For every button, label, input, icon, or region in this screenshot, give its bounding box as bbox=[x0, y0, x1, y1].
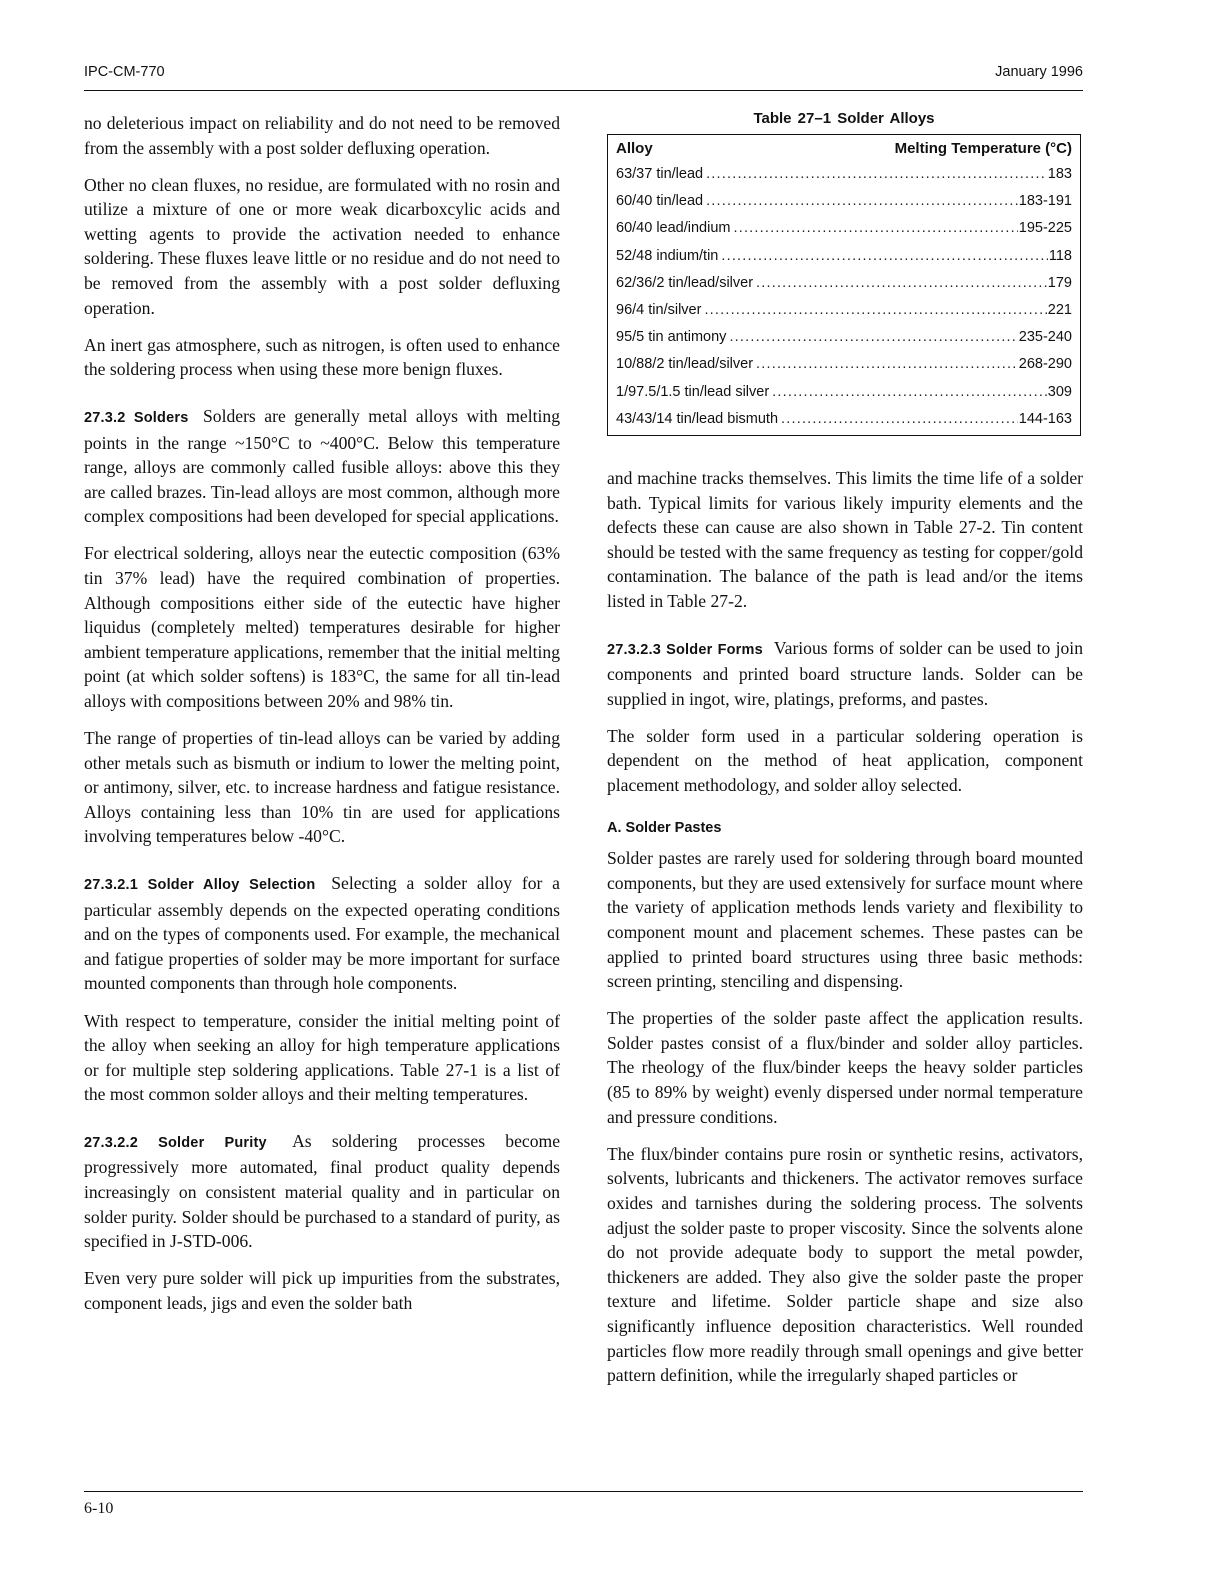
paragraph: For electrical soldering, alloys near the eutectic composition (63% tin 37% lead) have the required combination of properties. Although compositions either side of the eutectic have higher liquidus (completely melted) temperatures desirable for higher ambient temperature applications, remember that the initial melting point (at which solder softens) is 183°C, the same for all tin-lead alloys with compositions between 20% and 98% tin. bbox=[84, 543, 560, 711]
column-header-alloy: Alloy bbox=[616, 140, 653, 157]
dot-leader bbox=[756, 351, 1018, 378]
table-header-row bbox=[616, 137, 1072, 161]
temperature-cell: 309 bbox=[1047, 383, 1072, 400]
table-row bbox=[616, 297, 1072, 324]
dot-leader bbox=[704, 297, 1046, 324]
paragraph: Other no clean fluxes, no residue, are formulated with no rosin and utilize a mixture of one or more weak dicarboxcylic acids and wetting agents to provide the activation needed to enhance soldering. These fluxes leave little or no residue and do not need to be removed from the assembly with a post solder defluxing operation. bbox=[84, 174, 560, 318]
section-solder-forms bbox=[607, 636, 1083, 712]
section-heading: 27.3.2.2 Solder Purity bbox=[84, 1134, 267, 1151]
section-heading: 27.3.2 Solders bbox=[84, 409, 189, 426]
paragraph: Even very pure solder will pick up impurities from the substrates, component leads, jigs and even the solder bath bbox=[84, 1268, 560, 1313]
alloy-cell: 63/37 tin/lead bbox=[616, 166, 704, 182]
section-solders bbox=[84, 404, 560, 529]
table-caption: Table 27–1 Solder Alloys bbox=[753, 110, 935, 127]
table-body bbox=[607, 134, 1081, 436]
header-rule bbox=[84, 90, 1083, 91]
temperature-cell: 195-225 bbox=[1018, 220, 1072, 237]
dot-leader bbox=[706, 161, 1047, 188]
table-row bbox=[616, 215, 1072, 242]
table-row bbox=[616, 243, 1072, 270]
alloy-cell: 1/97.5/1.5 tin/lead silver bbox=[616, 383, 770, 400]
section-heading: 27.3.2.3 Solder Forms bbox=[607, 641, 763, 658]
section-alloy-selection bbox=[84, 871, 560, 996]
paragraph: With respect to temperature, consider the initial melting point of the alloy when seeking an alloy for high temperature applications or for multiple step soldering applications. Table 27-1 is a list of the most common solder alloys and their melting temperatures. bbox=[84, 1010, 560, 1105]
dot-leader bbox=[729, 324, 1017, 351]
paragraph-text: Solders are generally metal alloys with melting points in the range ~150°C to ~400°C. Below this temperature range, alloys are commonly called fusible alloys: above this they are called brazes. Tin-lead alloys are most common, although more complex compositions had been developed for special applications. bbox=[84, 405, 560, 527]
temperature-cell: 179 bbox=[1047, 274, 1072, 291]
temperature-cell: 221 bbox=[1047, 301, 1072, 318]
temperature-cell: 144-163 bbox=[1018, 410, 1072, 427]
paragraph: Solder pastes are rarely used for soldering through board mounted components, but they are used extensively for surface mount where the variety of application methods lends variety and flexibility to component mount and placement schemes. These pastes can be applied to printed board structures using three basic methods: screen printing, stenciling and dispensing. bbox=[607, 848, 1083, 992]
paragraph: The solder form used in a particular soldering operation is dependent on the method of heat application, component placement methodology, and solder alloy selected. bbox=[607, 725, 1083, 796]
paragraph-text: Selecting a solder alloy for a particular assembly depends on the expected operating conditions and on the types of components used. For example, the mechanical and fatigue properties of solder may be more important for surface mounted components than through hole components. bbox=[84, 873, 560, 994]
table-row bbox=[616, 406, 1072, 433]
paragraph: An inert gas atmosphere, such as nitrogen, is often used to enhance the soldering process when using these more benign fluxes. bbox=[84, 334, 560, 380]
table-row bbox=[616, 270, 1072, 297]
alloy-cell: 60/40 tin/lead bbox=[616, 193, 704, 210]
alloy-cell: 95/5 tin antimony bbox=[616, 329, 727, 346]
paragraph: The flux/binder contains pure rosin or synthetic resins, activators, solvents, lubricants and thickeners. The activator removes surface oxides and tarnishes during the soldering process. The solvents adjust the solder paste to proper viscosity. Since the solvents alone do not provide adequate body to support the metal powder, thickeners are added. They also give the solder paste the proper texture and lifetime. Solder particle shape and size also significantly influence deposition characteristics. Well rounded particles flow more readily through small openings and give better pattern definition, while the irregularly shaped particles or bbox=[607, 1143, 1083, 1386]
alloy-cell: 60/40 lead/indium bbox=[616, 220, 731, 237]
right-column bbox=[607, 466, 1083, 1400]
dot-leader bbox=[706, 188, 1018, 215]
alloy-cell: 10/88/2 tin/lead/silver bbox=[616, 356, 754, 373]
left-column bbox=[84, 111, 560, 1328]
footer-rule bbox=[84, 1491, 1083, 1492]
table-row bbox=[616, 161, 1072, 188]
alloy-cell: 43/43/14 tin/lead bismuth bbox=[616, 410, 779, 427]
alloy-cell: 96/4 tin/silver bbox=[616, 301, 702, 318]
dot-leader bbox=[756, 270, 1047, 297]
solder-alloys-table bbox=[607, 110, 1081, 436]
table-row bbox=[616, 324, 1072, 351]
alloy-cell: 52/48 indium/tin bbox=[616, 247, 719, 264]
section-solder-purity bbox=[84, 1129, 560, 1254]
paragraph: no deleterious impact on reliability and do not need to be removed from the assembly with a post solder defluxing operation. bbox=[84, 113, 560, 158]
alloy-cell: 62/36/2 tin/lead/silver bbox=[616, 274, 754, 291]
temperature-cell: 183-191 bbox=[1018, 193, 1072, 210]
column-header-temperature: Melting Temperature (°C) bbox=[894, 140, 1072, 157]
running-header bbox=[84, 64, 1083, 88]
page-number: 6-10 bbox=[84, 1500, 114, 1517]
dot-leader bbox=[721, 243, 1048, 270]
section-heading: 27.3.2.1 Solder Alloy Selection bbox=[84, 877, 316, 894]
paragraph: The range of properties of tin-lead alloys can be varied by adding other metals such as bismuth or indium to lower the melting point, or antimony, silver, etc. to increase hardness and fatigue resistance. Alloys containing less than 10% tin are used for applications involving temperatures below -40°C. bbox=[84, 728, 560, 847]
paragraph: The properties of the solder paste affect the application results. Solder pastes consist of a flux/binder and solder alloy particles. The rheology of the flux/binder keeps the heavy solder particles (85 to 89% by weight) evenly dispersed under normal temperature and pressure conditions. bbox=[607, 1008, 1083, 1127]
document-id: IPC-CM-770 bbox=[84, 64, 165, 80]
dot-leader bbox=[781, 406, 1018, 433]
paragraph-text: Various forms of solder can be used to join components and printed board structure lands. Solder can be supplied in ingot, wire, platings, preforms, and pastes. bbox=[607, 637, 1083, 709]
temperature-cell: 183 bbox=[1047, 166, 1072, 182]
temperature-cell: 268-290 bbox=[1018, 356, 1072, 373]
table-row bbox=[616, 379, 1072, 406]
table-row bbox=[616, 351, 1072, 378]
dot-leader bbox=[733, 215, 1017, 242]
paragraph-text: As soldering processes become progressively more automated, final product quality depends increasingly on consistent material quality and in particular on solder purity. Solder should be purchased to a standard of purity, as specified in J-STD-006. bbox=[84, 1130, 561, 1252]
temperature-cell: 235-240 bbox=[1018, 329, 1072, 346]
temperature-cell: 118 bbox=[1048, 247, 1072, 264]
document-date: January 1996 bbox=[995, 64, 1083, 80]
subsection-heading: A. Solder Pastes bbox=[607, 819, 722, 836]
dot-leader bbox=[772, 379, 1047, 406]
table-row bbox=[616, 188, 1072, 215]
paragraph: and machine tracks themselves. This limits the time life of a solder bath. Typical limits for various likely impurity elements and the defects these can cause are also shown in Table 27-2. Tin content should be tested with the same frequency as testing for copper/gold contamination. The balance of the path is lead and/or the items listed in Table 27-2. bbox=[607, 468, 1083, 611]
